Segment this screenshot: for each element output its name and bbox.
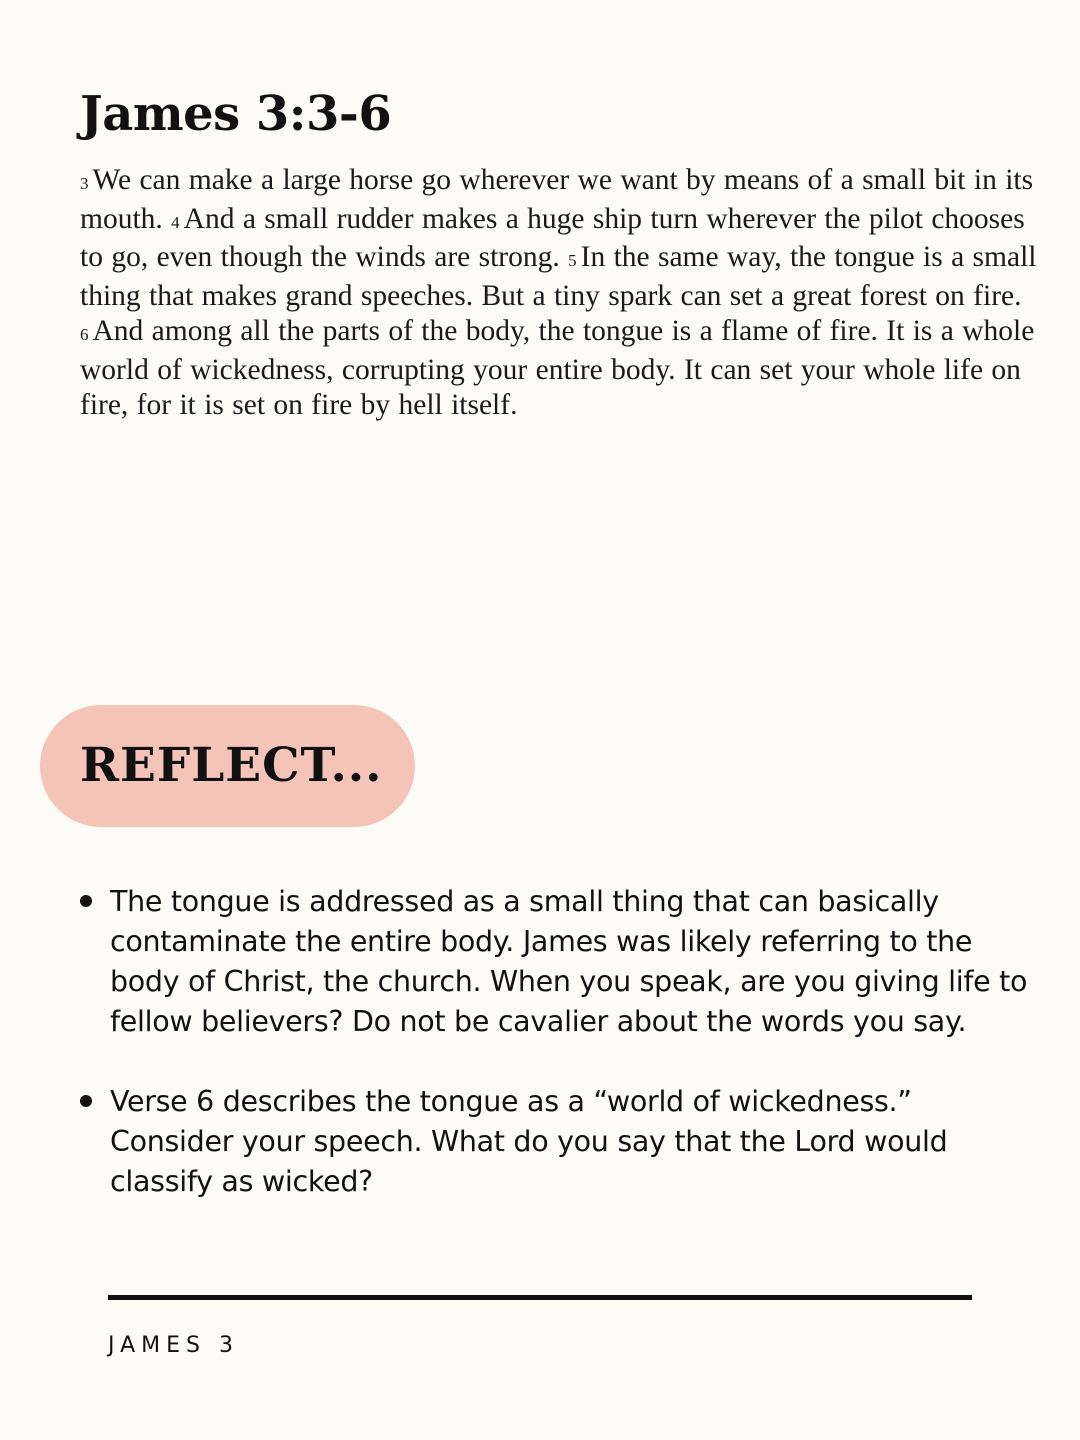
point-text: Verse 6 describes the tongue as a “world of wickedness.” Consider your speech. What do you say that the Lord would classify as wicked? (110, 1085, 948, 1198)
verse-text: In the same way, the tongue is a small thing that makes grand speeches. But a tiny spark can set a great forest on fire. (80, 241, 1037, 312)
verse-number: 4 (171, 212, 180, 232)
passage-title: James 3:3-6 (80, 86, 392, 142)
verse-text: And a small rudder makes a huge ship turn wherever the pilot chooses to go, even though the winds are strong. (80, 202, 1025, 273)
divider (108, 1295, 972, 1300)
reflection-points (80, 882, 1030, 1242)
point-text: The tongue is addressed as a small thing that can basically contaminate the entire body. James was likely referring to the body of Christ, the church. When you speak, are you giving life to fellow believers? Do not be cavalier about the words you say. (110, 885, 1028, 1038)
verse-number: 5 (568, 251, 577, 270)
verse-number: 6 (80, 325, 89, 344)
footer-label: JAMES 3 (108, 1333, 239, 1358)
list-item (80, 1082, 1030, 1202)
verse-text: And among all the parts of the body, the tongue is a flame of fire. It is a whole world of wickedness, corrupting your entire body. It can set your whole life on fire, for it is set on fire by hell itself. (80, 315, 1035, 421)
bullet-icon (80, 1095, 92, 1107)
list-item (80, 882, 1030, 1042)
passage-text (80, 163, 1040, 424)
bullet-icon (80, 895, 92, 907)
verse-number: 3 (80, 174, 89, 193)
verse-text: We can make a large horse go wherever we want by means of a small bit in its mouth. (80, 164, 1034, 235)
reflect-heading: REFLECT... (80, 738, 383, 793)
